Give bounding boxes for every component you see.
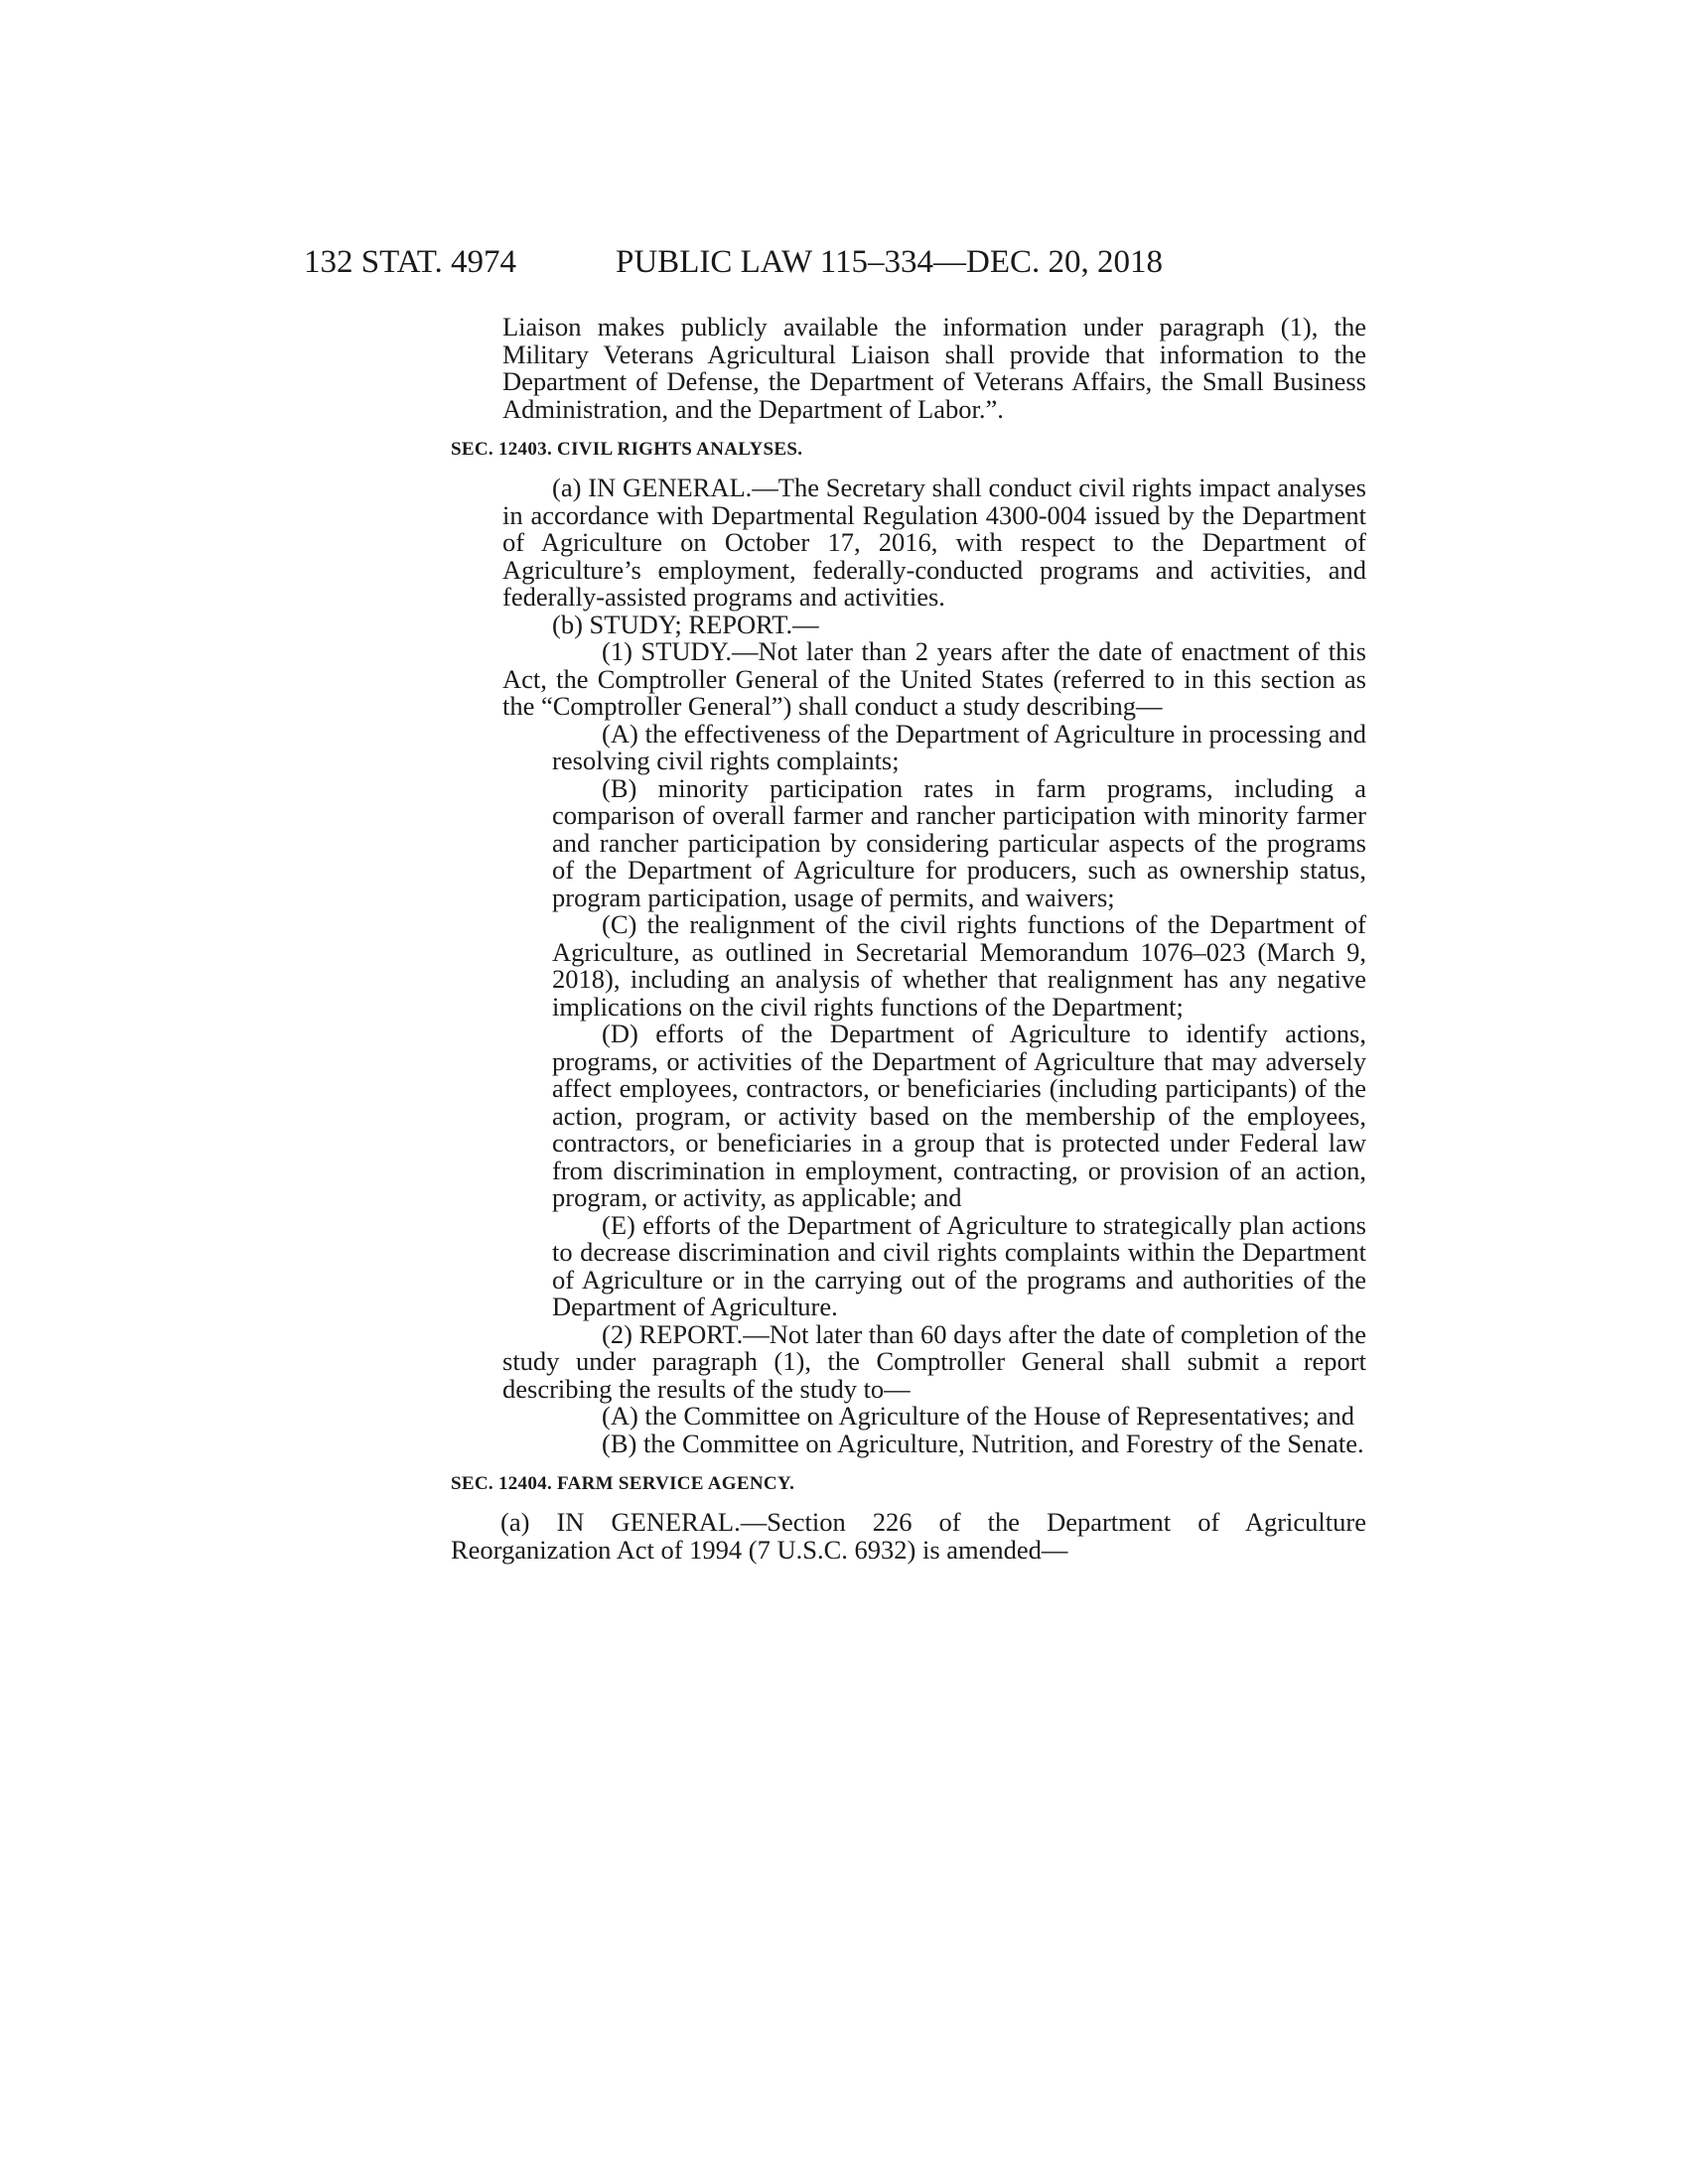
section-heading-12404: SEC. 12404. FARM SERVICE AGENCY. [451,1473,795,1494]
continued-paragraph: Liaison makes publicly available the information under paragraph (1), the Military Veterans Agricultural Liaison shall provide that information to the Department of Defense, the Department of Veterans Affairs, the Small Business Administration, and the Department of Labor.”. [502,312,1366,424]
paragraph-a-section-226: (a) IN GENERAL.—Section 226 of the Department of Agriculture Reorganization Act of 1994 (7 U.S.C. 6932) is amended— [451,1507,1366,1565]
clause-B-senate-committee: (B) the Committee on Agriculture, Nutrition, and Forestry of the Senate. [602,1428,1364,1458]
paragraph-b1-study: (1) STUDY.—Not later than 2 years after the date of enactment of this Act, the Comptroller General of the United States (referred to in this section as the “Comptroller General”) shall conduct a study describing— [502,636,1366,721]
paragraph-b-study-report: (b) STUDY; REPORT.— [552,609,819,639]
section-heading-12403: SEC. 12403. CIVIL RIGHTS ANALYSES. [451,439,803,460]
document-body [451,312,1366,1565]
clause-B-minority-participation: (B) minority participation rates in farm programs, including a comparison of overall farmer and rancher participation with minority farmer and rancher participation by considering particular aspects of the programs of the Department of Agriculture for producers, such as ownership status, program participation, usage of permits, and waivers; [552,772,1366,912]
stat-page-number: 132 STAT. 4974 [304,244,517,280]
clause-E-efforts-strategic: (E) efforts of the Department of Agriculture to strategically plan actions to decrease discrimination and civil rights complaints within the Department of Agriculture or in the carrying out of the programs and authorities of the Department of Agriculture. [552,1209,1366,1321]
paragraph-b2-report: (2) REPORT.—Not later than 60 days after the date of completion of the study under paragraph (1), the Comptroller General shall submit a report describing the results of the study to— [502,1318,1366,1404]
running-title: PUBLIC LAW 115–334—DEC. 20, 2018 [616,244,1164,280]
page-header [0,244,1688,294]
clause-D-efforts-identify: (D) efforts of the Department of Agriculture to identify actions, programs, or activities of the Department of Agriculture that may adversely affect employees, contractors, or beneficiaries (including participants) of the action, program, or activity based on the membership of the employees, contractors, or beneficiaries in a group that is protected under Federal law from discrimination in employment, contracting, or provision of an action, program, or activity, as applicable; and [552,1019,1366,1212]
clause-A-effectiveness: (A) the effectiveness of the Department of Agriculture in processing and resolving civil rights complaints; [552,718,1366,775]
clause-A-house-committee: (A) the Committee on Agriculture of the House of Representatives; and [602,1401,1354,1431]
clause-C-realignment: (C) the realignment of the civil rights functions of the Department of Agriculture, as outlined in Secretarial Memorandum 1076–023 (March 9, 2018), including an analysis of whether that realignment has any negative implications on the civil rights functions of the Department; [552,909,1366,1022]
paragraph-a-in-general: (a) IN GENERAL.—The Secretary shall conduct civil rights impact analyses in accordance with Departmental Regulation 4300-004 issued by the Department of Agriculture on October 17, 2016, with respect to the Department of Agriculture’s employment, federally-conducted programs and activities, and federally-assisted programs and activities. [502,473,1366,612]
